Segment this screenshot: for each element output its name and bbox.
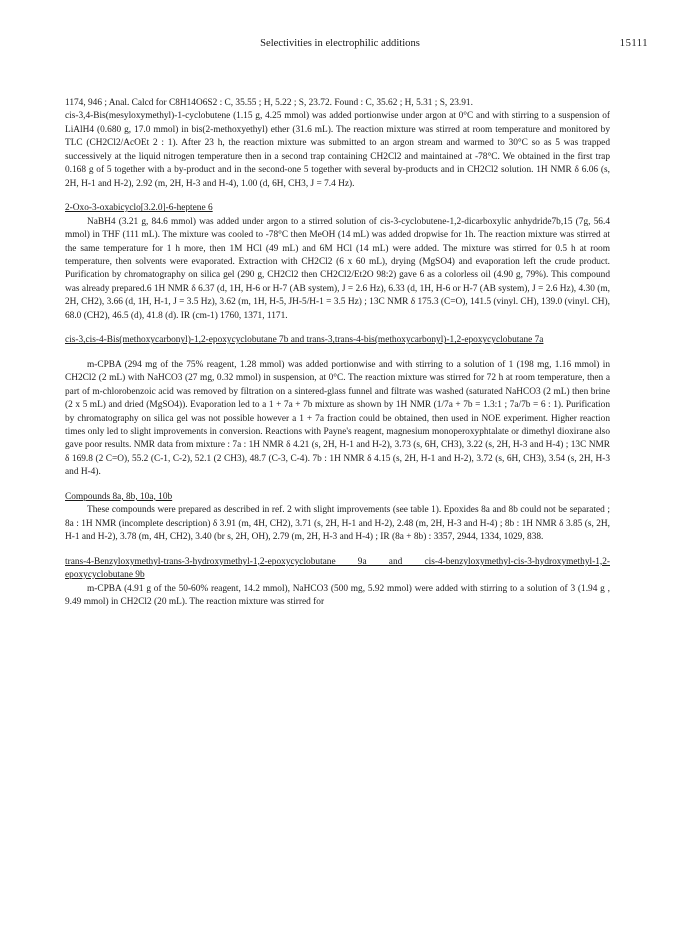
heading-compound-9: trans-4-Benzyloxymethyl-trans-3-hydroxymethyl-1,2-epoxycyclobutane 9a and cis-4-benzyloxymethyl-cis-3-hydroxymethyl-1,2-epoxycyclobutane 9b bbox=[65, 556, 610, 581]
paragraph-compound-9: m-CPBA (4.91 g of the 50-60% reagent, 14.2 mmol), NaHCO3 (500 mg, 5.92 mmol) were added with stirring to a solution of 3 (1.94 g , 9.49 mmol) in CH2Cl2 (20 mL). The reaction mixture was stirred for bbox=[65, 583, 610, 607]
heading-compound-8: Compounds 8a, 8b, 10a, 10b bbox=[65, 491, 173, 502]
paragraph-compound-6: NaBH4 (3.21 g, 84.6 mmol) was added under argon to a stirred solution of cis-3-cyclobutene-1,2-dicarboxylic anhydride7b,15 (7g, 56.4 mmol) in THF (111 mL). The mixture was cooled to -78°C then MeOH (14 mL) was added dropwise for 1h. The reaction mixture was stirred at the same temperature for 1 h more, then 1M HCl (49 mL) and 6M HCl (14 mL) were added. The mixture was stirred for 0.5 h at room temperature, then solvents were evaporated. Extraction with CH2Cl2 (6 x 60 mL), drying (MgSO4) and evaporation left the crude product. Purification by chromatography on silica gel (290 g, CH2Cl2 then CH2Cl2/Et2O 98:2) gave 6 as a colorless oil (4.90 g, 79%). This compound was already prepared.6 1H NMR δ 6.37 (d, 1H, H-6 or H-7 (AB system), J = 2.6 Hz), 6.33 (d, 1H, H-6 or H-7 (AB system), J = 2.6 Hz), 4.30 (m, 2H, CH2), 3.66 (d, 1H, H-1, J = 3.5 Hz), 3.62 (m, 1H, H-5, JH-5/H-1 = 3.5 Hz) ; 13C NMR δ 175.3 (C=O), 141.5 (vinyl. CH), 139.0 (vinyl. CH), 68.0 (CH2), 46.5 (d), 41.8 (d). IR (cm-1) 1760, 1371, 1171. bbox=[65, 216, 610, 321]
paragraph-analysis: 1174, 946 ; Anal. Calcd for C8H14O6S2 : C, 35.55 ; H, 5.22 ; S, 23.72. Found : C, 35.62 ; H, 5.31 ; S, 23.91. bbox=[65, 98, 473, 108]
paragraph-compound-8: These compounds were prepared as described in ref. 2 with slight improvements (see table 1). Epoxides 8a and 8b could not be separated ; 8a : 1H NMR (incomplete description) δ 3.91 (m, 4H, CH2), 3.71 (s, 2H, H-1 and H-2), 2.48 (m, 2H, H-3 and H-4) ; 8b : 1H NMR δ 3.85 (s, 2H, H-1 and H-2), 3.78 (m, 4H, CH2), 3.40 (br s, 2H, OH), 2.79 (m, 2H, H-3 and H-4) ; IR (8a + 8b) : 3357, 2944, 1334, 1029, 838. bbox=[65, 505, 610, 543]
paragraph-compound-5: cis-3,4-Bis(mesyloxymethyl)-1-cyclobutene (1.15 g, 4.25 mmol) was added portionwise under argon at 0°C and with stirring to a suspension of LiAlH4 (0.680 g, 17.0 mmol) in bis(2-methoxyethyl) ether (31.6 mL). The reaction mixture was stirred at room temperature and monitored by TLC (CH2Cl2/AcOEt 2 : 1). After 23 h, the reaction mixture was submitted to an argon stream and warmed to 30°C so as 5 was trapped successively at the liquid nitrogen temperature then in a second trap containing CH2Cl2 and maintained at -78°C. We obtained in the first trap 0.168 g of 5 together with a by-product and in the second-one 5 together with several by-products and in CH2Cl2 solution. 1H NMR δ 6.06 (s, 2H, H-1 and H-2), 2.92 (m, 2H, H-3 and H-4), 1.00 (d, 6H, CH3, J = 7.4 Hz). bbox=[65, 111, 610, 189]
paragraph-compound-7: m-CPBA (294 mg of the 75% reagent, 1.28 mmol) was added portionwise and with stirring to a solution of 1 (198 mg, 1.16 mmol) in CH2Cl2 (2 mL) with NaHCO3 (27 mg, 0.32 mmol) in suspension, at 0°C. The reaction mixture was stirred for 72 h at room temperature, then a part of m-chlorobenzoic acid was removed by filtration on a sintered-glass funnel and filtrate was washed (saturated NaHCO3 (2 mL) then brine (2 x 5 mL) and dried (MgSO4)). Evaporation led to a 1 + 7a + 7b mixture as shown by 1H NMR (1/7a + 7b = 1.3:1 ; 7a/7b = 6 : 1). Purification by chromatography on silica gel was not possible however a 1 + 7a fraction could be obtained, then used in NOE experiment. Higher reaction times only led to slight improvements in conversion. Reactions with Payne's reagent, magnesium monoperoxyphtalate or dimethyl dioxirane also gave poor results. NMR data from mixture : 7a : 1H NMR δ 4.21 (s, 2H, H-1 and H-2), 3.73 (s, 6H, CH3), 3.22 (s, 2H, H-3 and H-4) ; 13C NMR δ 169.8 (2 C=O), 55.2 (C-1, C-2), 52.1 (2 CH3), 48.7 (C-3, C-4). 7b : 1H NMR δ 4.15 (s, 2H, H-1 and H-2), 3.72 (s, 6H, CH3), 3.54 (s, 2H, H-3 and H-4). bbox=[65, 359, 610, 478]
running-title: Selectivities in electrophilic additions bbox=[260, 38, 420, 49]
page-number: 15111 bbox=[619, 38, 648, 49]
heading-compound-7: cis-3,cis-4-Bis(methoxycarbonyl)-1,2-epoxycyclobutane 7b and trans-3,trans-4-bis(methoxycarbonyl)-1,2-epoxycyclobutane 7a bbox=[65, 335, 544, 346]
heading-compound-6: 2-Oxo-3-oxabicyclo[3.2.0]-6-heptene 6 bbox=[65, 203, 213, 214]
running-header bbox=[0, 38, 680, 52]
article-body bbox=[65, 97, 610, 609]
